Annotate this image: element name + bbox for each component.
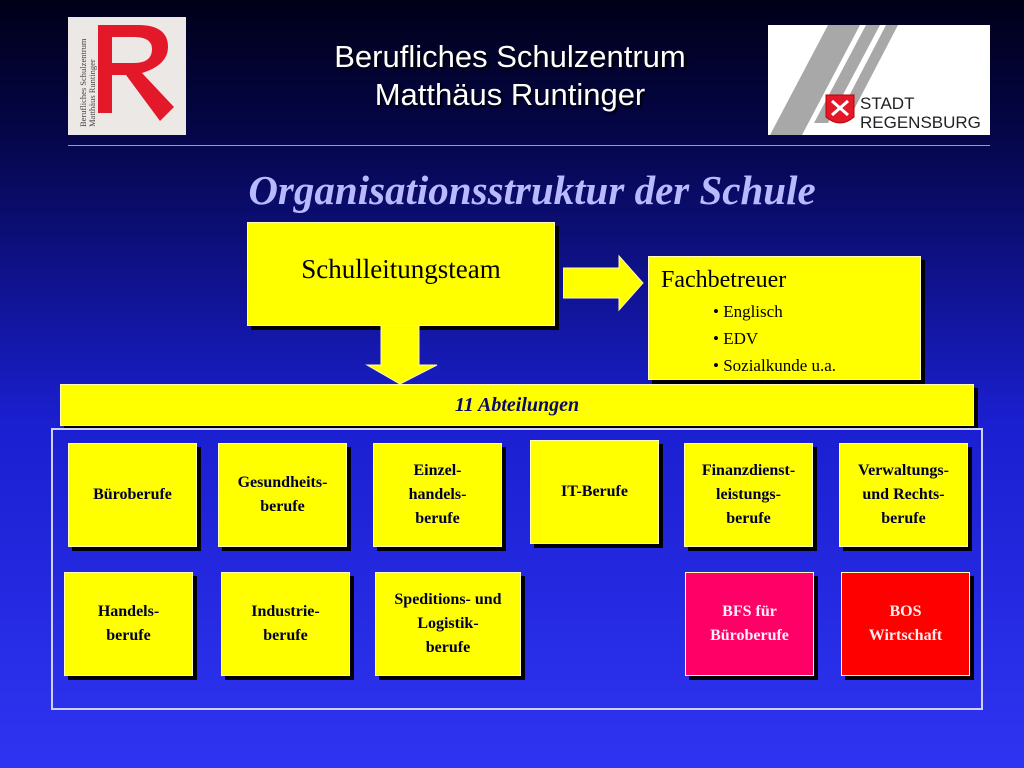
department-label: Einzel- handels- berufe <box>408 462 467 527</box>
regensburg-logo-icon <box>768 25 990 135</box>
right-arrow-icon <box>563 254 645 312</box>
logo-right-line-2: REGENSBURG <box>860 113 981 132</box>
logo-left-text-2: Matthäus Runtinger <box>87 59 97 127</box>
department-label: IT-Berufe <box>561 483 628 500</box>
department-box <box>375 572 521 676</box>
department-label: Industrie- berufe <box>251 603 320 644</box>
department-label: Verwaltungs- und Rechts- berufe <box>858 462 949 527</box>
fachbetreuer-title: Fachbetreuer <box>661 267 787 293</box>
school-logo <box>68 17 186 135</box>
fachbetreuer-item: • Englisch <box>713 302 783 321</box>
down-arrow-icon <box>365 325 439 385</box>
department-box <box>64 572 193 676</box>
fachbetreuer-item: • EDV <box>713 329 759 348</box>
department-label: Speditions- und Logistik- berufe <box>394 591 502 656</box>
header-divider <box>68 145 990 146</box>
fachbetreuer-box <box>648 256 921 380</box>
department-box <box>530 440 659 544</box>
leadership-label: Schulleitungsteam <box>301 253 501 284</box>
department-box <box>221 572 350 676</box>
department-box <box>839 443 968 547</box>
logo-left-text-1: Berufliches Schulzentrum <box>78 38 88 127</box>
departments-banner <box>60 384 974 426</box>
department-label: Finanzdienst- leistungs- berufe <box>701 462 796 527</box>
r-logo-icon <box>68 17 186 135</box>
header-title-line-1: Berufliches Schulzentrum <box>334 39 686 74</box>
fachbetreuer-item: • Sozialkunde u.a. <box>713 356 837 375</box>
department-box <box>218 443 347 547</box>
page-header-title <box>240 38 780 114</box>
department-label: Büroberufe <box>93 486 172 503</box>
department-box <box>68 443 197 547</box>
leadership-box <box>247 222 555 326</box>
department-label: Handels- berufe <box>97 603 160 644</box>
logo-right-line-1: STADT <box>860 94 915 113</box>
city-logo <box>768 25 990 135</box>
department-label: BOS Wirtschaft <box>868 603 943 644</box>
header-title-line-2: Matthäus Runtinger <box>374 77 646 112</box>
departments-banner-label: 11 Abteilungen <box>454 393 580 416</box>
department-box-bfs <box>685 572 814 676</box>
department-label: Gesundheits- berufe <box>237 474 328 515</box>
slide-title: Organisationsstruktur der Schule <box>248 167 816 213</box>
department-label: BFS für Büroberufe <box>710 603 789 644</box>
department-box <box>373 443 502 547</box>
department-box-bos <box>841 572 970 676</box>
department-box <box>684 443 813 547</box>
